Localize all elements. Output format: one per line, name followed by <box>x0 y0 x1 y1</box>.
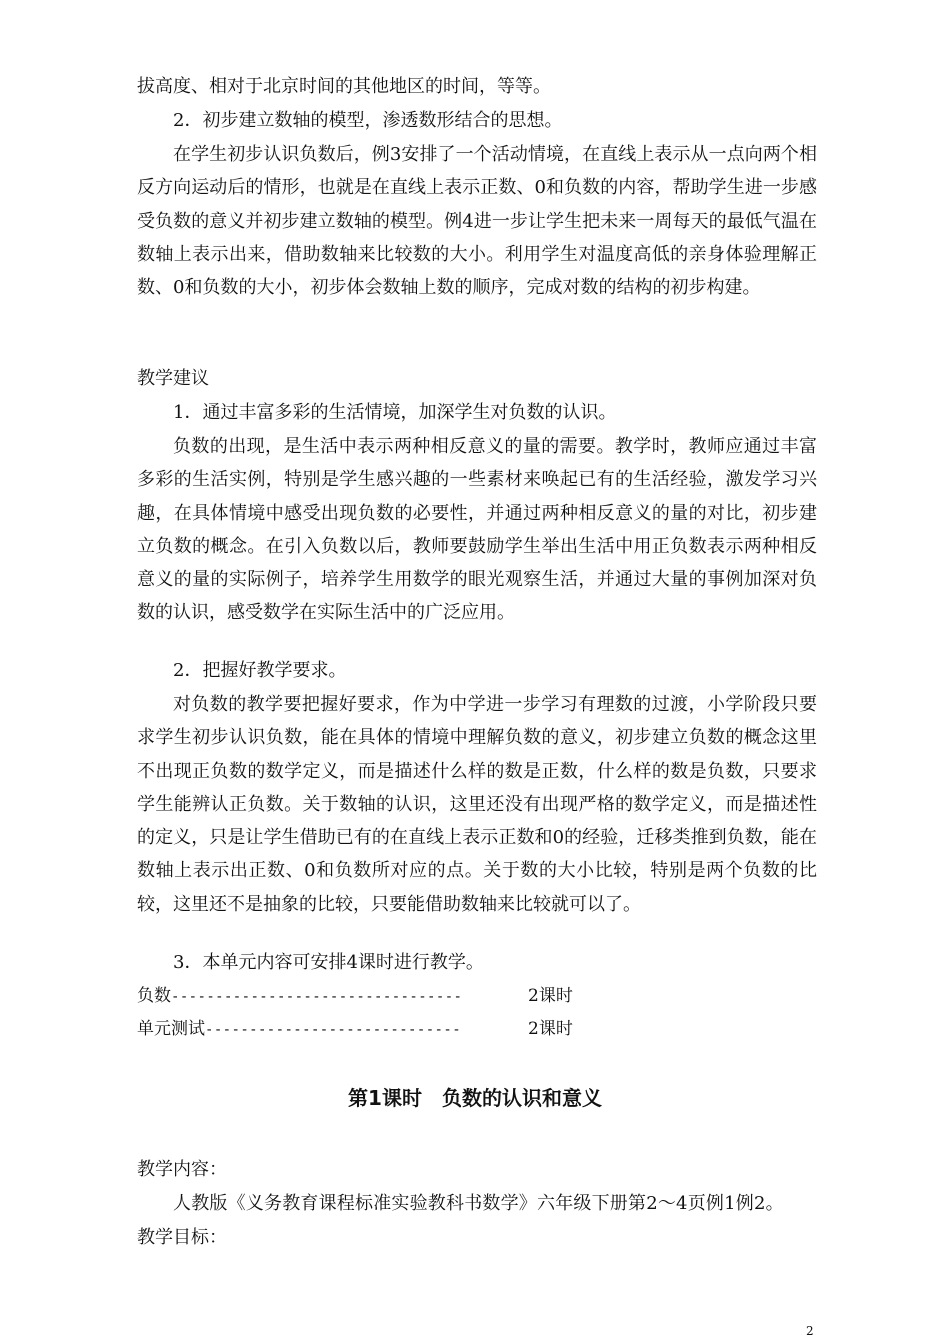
schedule-leader: ----------------------------- <box>205 1022 462 1038</box>
schedule-hours: 2课时 <box>528 1019 573 1039</box>
suggestion-3: 3．本单元内容可安排4课时进行教学。 <box>173 952 484 973</box>
suggestion-2: 2．把握好教学要求。 <box>173 660 347 681</box>
schedule-leader: --------------------------------- <box>171 989 463 1005</box>
schedule-item: 负数 <box>137 986 171 1006</box>
heading-teaching-suggestions: 教学建议 <box>137 368 209 389</box>
suggestion-1: 1．通过丰富多彩的生活情境，加深学生对负数的认识。 <box>173 402 617 423</box>
paragraph-number-line: 在学生初步认识负数后，例3安排了一个活动情境，在直线上表示从一点向两个相反方向运动后的情形，也就是在直线上表示正数、0和负数的内容，帮助学生进一步感受负数的意义并初步建立数轴的模型。例4进一步让学生把未来一周每天的最低气温在数轴上表示出来，借助数轴来比较数的大小。利用学生对温度高低的亲身体验理解正数、0和负数的大小，初步体会数轴上数的顺序，完成对数的结构的初步构建。 <box>137 144 817 299</box>
paragraph-point-2: 2．初步建立数轴的模型，渗透数形结合的思想。 <box>173 110 563 131</box>
paragraph-negative-numbers: 负数的出现，是生活中表示两种相反意义的量的需要。教学时，教师应通过丰富多彩的生活实例，特别是学生感兴趣的一些素材来唤起已有的生活经验，激发学习兴趣，在具体情境中感受出现负数的必要性，并通过两种相反意义的量的对比，初步建立负数的概念。在引入负数以后，教师要鼓励学生举出生活中用正负数表示两种相反意义的量的实际例子，培养学生用数学的眼光观察生活，并通过大量的事例加深对负数的认识，感受数学在实际生活中的广泛应用。 <box>137 436 817 624</box>
paragraph-continuation: 拔高度、相对于北京时间的其他地区的时间，等等。 <box>137 76 551 97</box>
paragraph-requirements: 对负数的教学要把握好要求，作为中学进一步学习有理数的过渡，小学阶段只要求学生初步认识负数，能在具体的情境中理解负数的意义，初步建立负数的概念这里不出现正负数的数学定义，而是描述什么样的数是正数，什么样的数是负数，只要求学生能辨认正负数。关于数轴的认识，这里还没有出现严格的数学定义，而是描述性的定义，只是让学生借助已有的在直线上表示正数和0的经验，迁移类推到负数，能在数轴上表示出正数、0和负数所对应的点。关于数的大小比较，特别是两个负数的比较，这里还不是抽象的比较，只要能借助数轴来比较就可以了。 <box>137 694 817 915</box>
schedule-row <box>137 984 573 1009</box>
teaching-goals-label: 教学目标： <box>137 1227 227 1248</box>
schedule-row <box>137 1017 573 1042</box>
schedule-item: 单元测试 <box>137 1019 205 1039</box>
teaching-content-label: 教学内容： <box>137 1159 227 1180</box>
lesson-title: 第1课时 负数的认识和意义 <box>348 1086 602 1110</box>
teaching-content-text: 人教版《义务教育课程标准实验教科书数学》六年级下册第2～4页例1例2。 <box>173 1193 784 1214</box>
schedule-hours: 2课时 <box>528 986 573 1006</box>
page-number: 2 <box>806 1324 814 1338</box>
